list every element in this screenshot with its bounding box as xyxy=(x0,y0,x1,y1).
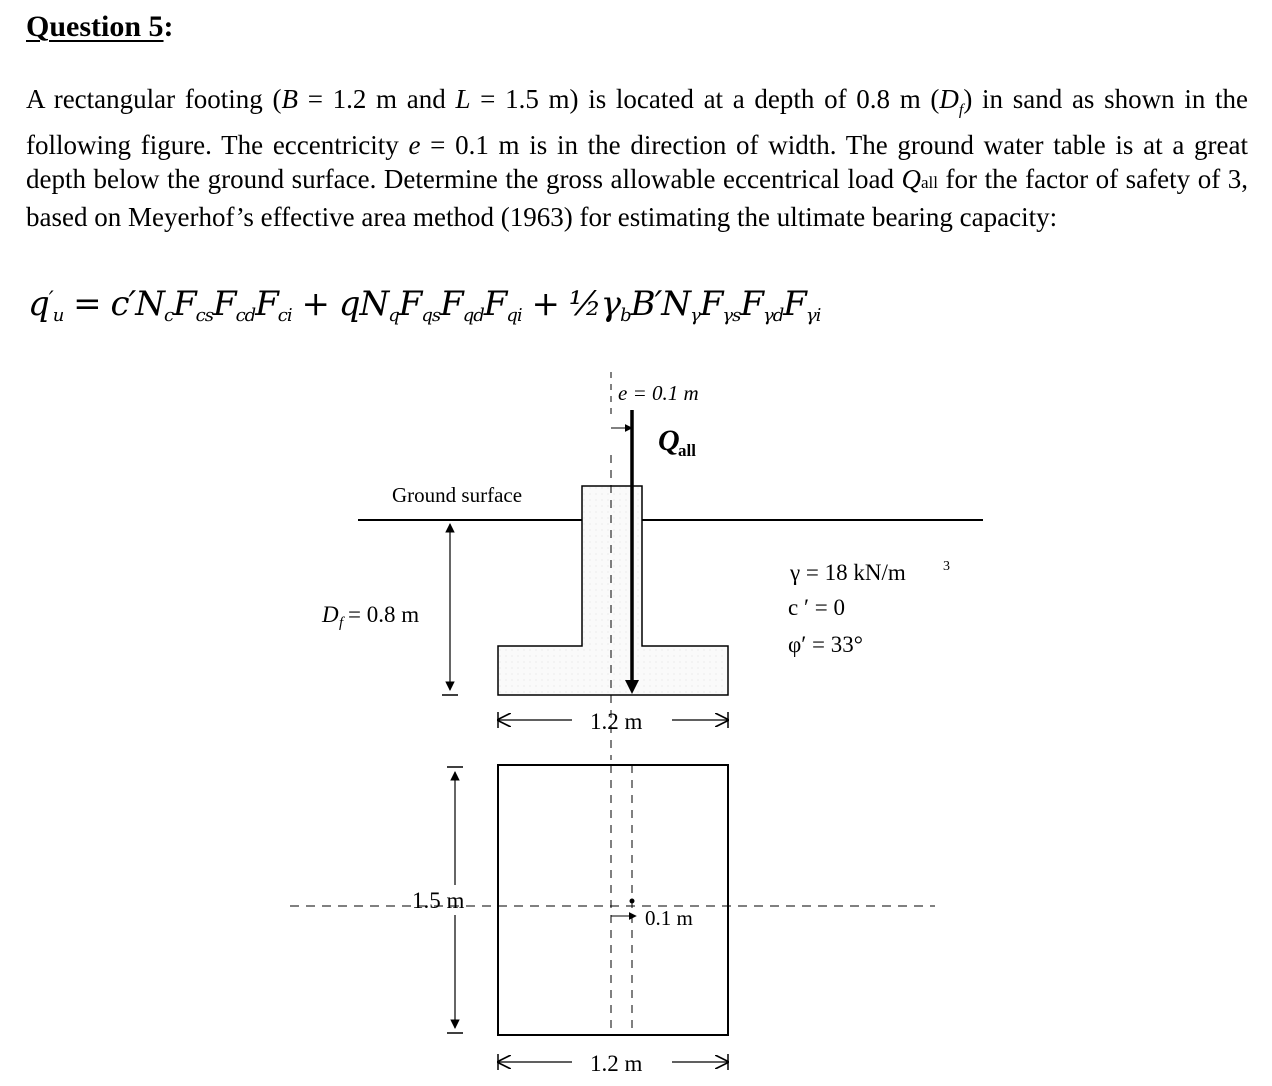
eq-term3-f1: F xyxy=(699,284,723,324)
eq-lhs: q xyxy=(28,284,49,324)
symbol-b: B xyxy=(281,84,298,114)
bearing-capacity-equation xyxy=(28,284,820,326)
df-label: D xyxy=(322,602,339,627)
problem-text-5: = 0.1 m is in the direction of width. The ground water table is at a great depth below the ground surface. Determine the gross allowable eccentrical load xyxy=(26,129,1248,194)
eq-term2-f2: F xyxy=(440,284,463,324)
eq-term2-f1: F xyxy=(398,284,422,324)
eq-term1: = c′N xyxy=(63,284,164,324)
question-title: Question 5 xyxy=(26,10,164,43)
eq-term2-sub3: qd xyxy=(462,305,484,326)
eq-term2-f3: F xyxy=(483,284,507,324)
problem-text-1: A rectangular footing ( xyxy=(26,84,282,114)
symbol-l: L xyxy=(455,84,471,114)
question-heading xyxy=(26,10,174,44)
width-label-section: 1.2 m xyxy=(590,709,643,734)
unit-weight-exponent: 3 xyxy=(943,559,950,574)
problem-statement xyxy=(26,82,1248,235)
unit-weight-label: γ = 18 kN/m xyxy=(790,560,906,585)
eq-term1-f3: F xyxy=(255,284,278,324)
eq-term1-sub3: cd xyxy=(235,305,256,326)
friction-angle-label: φ′ = 33° xyxy=(788,632,863,657)
eq-term3-sub0: b xyxy=(620,305,631,326)
eq-term3-b: B′N xyxy=(630,284,691,324)
problem-text-4: ) in sand as shown in the following figure. The eccentricity xyxy=(26,84,1249,160)
eq-term1-sub2: cs xyxy=(195,305,213,326)
symbol-q: Q xyxy=(901,163,921,194)
eq-term1-f1: F xyxy=(173,284,196,324)
ground-surface-label: Ground surface xyxy=(392,483,523,507)
symbol-e: e xyxy=(408,129,421,160)
footing-plan xyxy=(498,765,728,1035)
width-label-plan: 1.2 m xyxy=(590,1051,643,1076)
footing-figure xyxy=(0,360,1272,1086)
eq-term3-sub2: γs xyxy=(722,305,741,326)
eq-term3-sub1: γ xyxy=(690,305,700,326)
eq-term3-f2: F xyxy=(740,284,764,324)
eq-lhs-sub: u xyxy=(52,305,64,326)
df-label-sub: f xyxy=(339,615,344,631)
eq-term1-sub4: ci xyxy=(277,305,292,326)
cohesion-label: c ′ = 0 xyxy=(788,595,845,620)
problem-text-3: = 1.5 m) is located at a depth of 0.8 m ( xyxy=(470,84,940,114)
symbol-q-sub: all xyxy=(921,172,938,192)
df-value: = 0.8 m xyxy=(348,602,420,627)
eq-term3-sub3: γd xyxy=(763,305,784,326)
problem-text-2: = 1.2 m and xyxy=(298,84,456,114)
eq-term3-sub4: γi xyxy=(805,305,821,326)
eq-term3: + ½γ xyxy=(521,284,621,324)
load-symbol: Q xyxy=(658,424,680,457)
eccentricity-label: e = 0.1 m xyxy=(618,381,699,405)
eq-term2-sub4: qi xyxy=(506,305,522,326)
load-subscript: all xyxy=(678,441,696,460)
symbol-df-sub: f xyxy=(958,101,964,119)
eq-term3-f3: F xyxy=(783,284,806,324)
plan-eccentricity-label: 0.1 m xyxy=(645,906,693,930)
eq-term2-sub2: qs xyxy=(421,305,441,326)
eq-lhs-prime: ′ xyxy=(48,288,53,313)
footing-section xyxy=(498,486,728,695)
eq-term1-f2: F xyxy=(213,284,236,324)
symbol-df: D xyxy=(939,84,959,114)
question-colon: : xyxy=(163,10,174,43)
eq-term1-sub: c xyxy=(163,305,174,326)
eq-term2-sub: q xyxy=(388,305,399,326)
length-label: 1.5 m xyxy=(412,888,465,913)
load-point xyxy=(630,899,635,904)
eq-term2: + qN xyxy=(291,284,389,324)
problem-text-6: for the factor of safety of 3, based on Meyerhof’s effective area method (1963) for estimating the ultimate bearing capacity: xyxy=(26,163,1248,233)
